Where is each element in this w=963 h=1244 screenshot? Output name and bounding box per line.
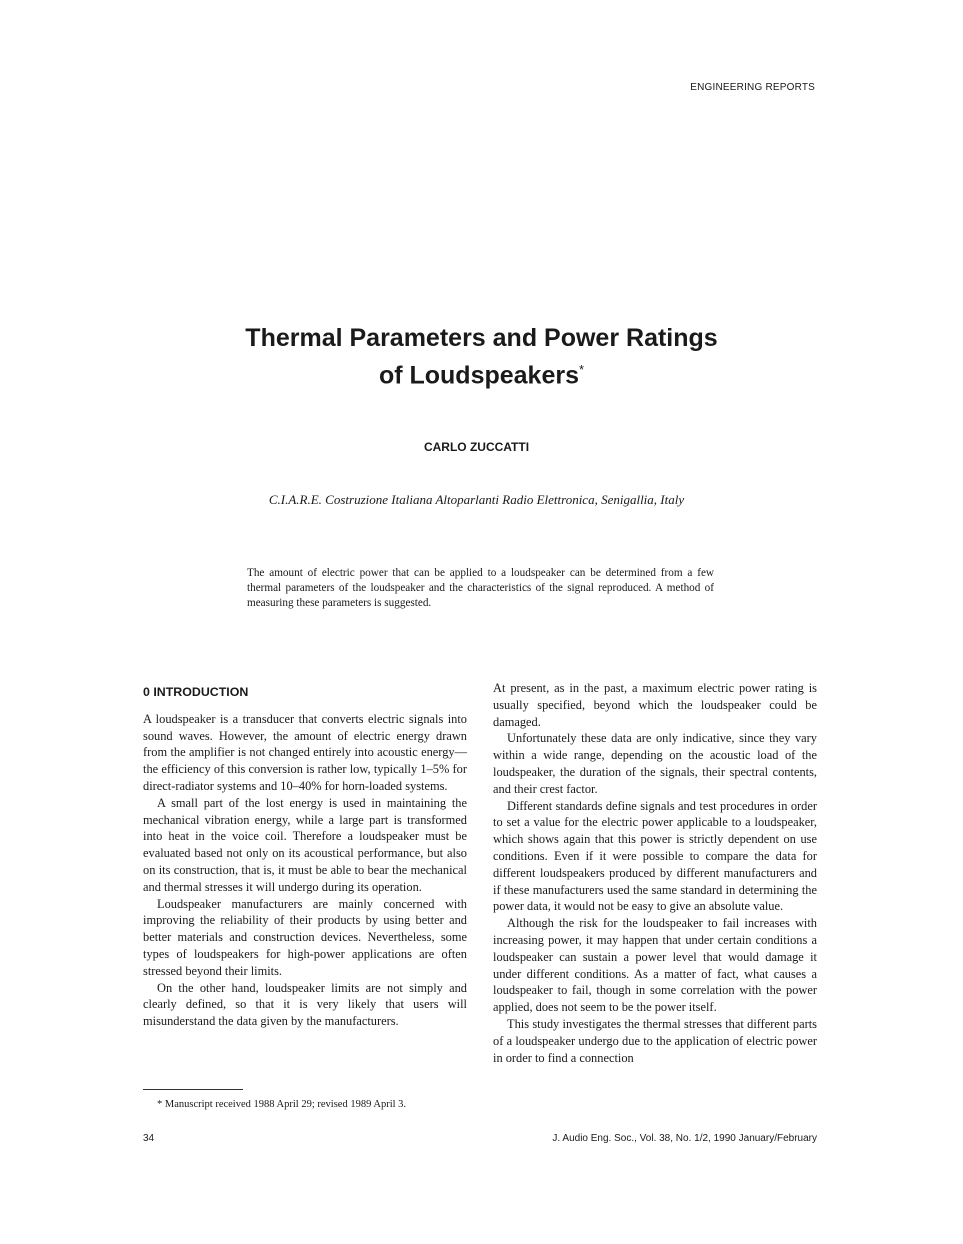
body-paragraph: At present, as in the past, a maximum electric power rating is usually specified, beyond which the loudspeaker could be damaged. — [493, 681, 817, 729]
body-paragraph: On the other hand, loudspeaker limits are not simply and clearly defined, so that it is very likely that users will misunderstand the data given by the manufacturers. — [143, 980, 467, 1029]
title-line-2-text: of Loudspeakers — [378, 361, 579, 390]
body-paragraph: This study investigates the thermal stresses that different parts of a loudspeaker undergo due to the application of electric power in order to find a connection — [493, 1016, 817, 1065]
body-paragraph: Different standards define signals and test procedures in order to set a value for the electric power applicable to a loudspeaker, which shows again that this power is strictly dependent on use conditions. Even if it were possible to compare the data for different loudspeakers produced by different manufacturers and if these manufacturers used the same standard in determining the power data, it would not be easy to give an absolute value. — [493, 798, 817, 914]
body-paragraph: Loudspeaker manufacturers are mainly concerned with improving the reliability of their products by using better and better materials and construction devices. Nevertheless, some types of loudspeakers for high-power applications are often stressed beyond their limits. — [143, 896, 467, 978]
right-column — [493, 680, 817, 1066]
body-paragraph: Unfortunately these data are only indicative, since they vary within a wide range, depending on the acoustic load of the loudspeaker, the duration of the signals, their spectral contents, and their crest factor. — [493, 731, 817, 796]
footnote: * Manuscript received 1988 April 29; revised 1989 April 3. — [157, 1099, 407, 1110]
body-paragraph: A loudspeaker is a transducer that converts electric signals into sound waves. However, the amount of electric energy drawn from the amplifier is not changed entirely into acoustic energy—the efficiency of this conversion is rather low, typically 1–5% for direct-radiator systems and 10–40% for horn-loaded systems. — [143, 711, 467, 793]
author-affiliation: C.I.A.R.E. Costruzione Italiana Altoparlanti Radio Elettronica, Senigallia, Italy — [268, 492, 685, 507]
title-footnote-marker: * — [579, 362, 585, 377]
page-number: 34 — [143, 1133, 155, 1144]
running-head: ENGINEERING REPORTS — [690, 82, 815, 93]
title-line-2 — [0, 354, 963, 391]
author-name: CARLO ZUCCATTI — [423, 440, 530, 454]
abstract: The amount of electric power that can be applied to a loudspeaker can be determined from a few thermal parameters of the loudspeaker and the characteristics of the signal reproduced. A method of measuring these parameters is suggested. — [247, 567, 714, 609]
body-paragraph: Although the risk for the loudspeaker to fail increases with increasing power, it may happen that under certain conditions a loudspeaker can sustain a power level that would damage it under different conditions. As a matter of fact, what causes a loudspeaker to fail, though in some correlation with the power applied, does not seem to be the power itself. — [493, 916, 817, 1015]
journal-citation: J. Audio Eng. Soc., Vol. 38, No. 1/2, 1990 January/February — [552, 1133, 817, 1144]
paper-title — [0, 322, 963, 391]
footnote-divider — [143, 1089, 243, 1090]
left-column — [143, 680, 467, 1030]
section-heading-introduction: 0 INTRODUCTION — [143, 685, 249, 699]
title-line-1: Thermal Parameters and Power Ratings — [245, 324, 718, 352]
body-paragraph: A small part of the lost energy is used in maintaining the mechanical vibration energy, while a large part is transformed into heat in the voice coil. Therefore a loudspeaker must be evaluated based not only on its acoustical performance, but also on its construction, that is, it must be able to bear the mechanical and thermal stresses it will undergo during its operation. — [143, 795, 467, 894]
